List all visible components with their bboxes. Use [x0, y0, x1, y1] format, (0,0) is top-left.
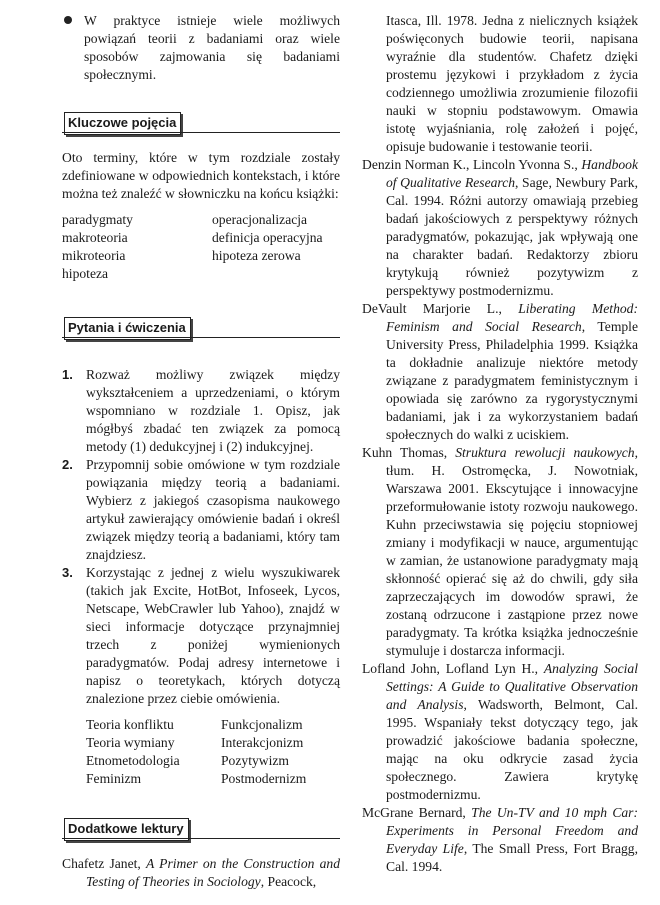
paradigm: Feminizm	[86, 771, 142, 786]
reference-entry	[362, 444, 638, 660]
term: operacjonalizacja	[212, 212, 308, 227]
reference-details: , tłum. H. Ostromęcka, J. Nowotniak, Warszawa 2001. Ekscytujące i innowacyjne przeformułowanie istoty rozwoju naukowego. Kuhn przeciwstawia się pojęciu stopniowej zmiany i modyfikacji w nauce, argumentując w zamian, że ustanowione paradygmaty mają skłonność opierać się aż do chwili, gdy siła zaprzeczających im dowodów sprawi, że zostaną odrzucone i zastąpione przez nowe paradygmaty. Ta krótka książka jednocześnie stymuluje i dostarcza informacji.	[386, 445, 638, 658]
reference-entry	[62, 855, 340, 891]
bullet-icon	[64, 16, 72, 24]
reference-title: A Primer on the Construction and Testing of Theories in Sociology	[86, 856, 340, 889]
question-item	[62, 456, 340, 564]
term: hipoteza zerowa	[212, 248, 301, 263]
term: definicja operacyjna	[212, 230, 323, 245]
reference-entry	[362, 156, 638, 300]
question-number: 3.	[62, 565, 73, 580]
question-number: 2.	[62, 457, 73, 472]
bullet-text: W praktyce istnieje wiele możliwych powiązań teorii z badaniami oraz wiele sposobów zajmowania się badaniami społecznymi.	[84, 13, 340, 82]
question-text: Przypomnij sobie omówione w tym rozdziale powiązania między teorią a badaniami. Wybierz z jakiegoś czasopisma naukowego artykuł zawierający omówienie badań i określ związek między teorią a badaniami, który tam znajdziesz.	[86, 457, 340, 562]
paradigm: Interakcjonizm	[221, 735, 304, 750]
reference-details: Itasca, Ill. 1978. Jedna z nielicznych książek poświęconych budowie teorii, napisana wyraźnie dla studentów. Chafetz dzięki prostemu językowi i przykładom z życia codziennego umożliwia zrozumienie filozofii nauki w stopniu podstawowym. Omawia istotę wyjaśniania, rolę założeń i pojęć, opisuje budowanie i testowanie teorii.	[386, 13, 638, 154]
paradigm: Teoria wymiany	[86, 735, 175, 750]
section-title-key-concepts: Kluczowe pojęcia	[64, 112, 181, 135]
reference-details: , Peacock,	[260, 874, 317, 889]
right-column	[362, 12, 638, 876]
reference-details: , The Small Press, Fort Bragg, Cal. 1994.	[386, 841, 638, 874]
section-key-concepts	[62, 112, 340, 135]
key-terms-list	[62, 211, 340, 283]
term: hipoteza	[62, 266, 109, 281]
question-text: Rozważ możliwy związek między wykształceniem a uprzedzeniami, o którym wspomniano w rozdziale 1. Opisz, jak mógłbyś zbadać ten związek za pomocą metody (1) dedukcyjnej i (2) indukcyjnej.	[86, 367, 340, 454]
term: mikroteoria	[62, 248, 126, 263]
term: paradygmaty	[62, 212, 133, 227]
reference-author: Chafetz Janet,	[62, 856, 146, 871]
reference-author: Denzin Norman K., Lincoln Yvonna S.,	[362, 157, 582, 172]
term: makroteoria	[62, 230, 128, 245]
reference-title: Analyzing Social Settings: A Guide to Qualitative Observation and Analysis	[386, 661, 638, 712]
reference-author: Kuhn Thomas,	[362, 445, 456, 460]
left-column	[62, 12, 340, 891]
section-title-further-reading: Dodatkowe lektury	[64, 818, 189, 841]
paradigm: Pozytywizm	[221, 753, 289, 768]
reference-continuation	[362, 12, 638, 156]
questions-list	[62, 366, 340, 708]
section-further-reading	[62, 818, 340, 841]
reference-details: , Temple University Press, Philadelphia 1999. Książka ta dokładnie analizuje niektóre metody związane z paradygmatem feministycznym i opowiada się zarówno za rygorystycznymi badaniami, jak i za wykorzystaniem badań społecznych do walki z uciskiem.	[386, 319, 638, 442]
question-number: 1.	[62, 367, 73, 382]
summary-bullet	[62, 12, 340, 84]
paradigm: Postmodernizm	[221, 771, 307, 786]
reference-title: Handbook of Qualitative Research	[386, 157, 638, 190]
paradigm: Funkcjonalizm	[221, 717, 303, 732]
section-questions	[62, 317, 340, 340]
question-text: Korzystając z jednej z wielu wyszukiwarek (takich jak Excite, HotBot, Infoseek, Lycos, Netscape, WebCrawler lub Yahoo), znajdź w sieci informacje dotyczące przynajmniej trzech z poniżej wymienionych paradygmatów. Podaj adresy internetowe i napisz o teoretykach, których dotyczą znalezione przez ciebie omówienia.	[86, 565, 340, 706]
paradigm: Teoria konfliktu	[86, 717, 174, 732]
question-item	[62, 564, 340, 708]
reference-author: Lofland John, Lofland Lyn H.,	[362, 661, 544, 676]
reference-title: Liberating Method: Feminism and Social Research	[386, 301, 638, 334]
reference-author: McGrane Bernard,	[362, 805, 472, 820]
reference-title: Struktura rewolucji naukowych	[455, 445, 635, 460]
reference-author: DeVault Marjorie L.,	[362, 301, 519, 316]
section-title-questions: Pytania i ćwiczenia	[64, 317, 191, 340]
paradigm: Etnometodologia	[86, 753, 180, 768]
question-item	[62, 366, 340, 456]
reference-details: , Wadsworth, Belmont, Cal. 1995. Wspaniały tekst dotyczący tego, jak prowadzić jakościowe badania społeczne, mając na oku odkrycie zasad życia społecznego. Zawiera krytykę postmodernizmu.	[386, 697, 638, 802]
reference-entry	[362, 804, 638, 876]
paradigms-list	[86, 716, 340, 788]
key-concepts-intro: Oto terminy, które w tym rozdziale zostały zdefiniowane w odpowiednich kontekstach, i które można też znaleźć w słowniczku na końcu książki:	[62, 150, 340, 201]
reference-entry	[362, 300, 638, 444]
reference-details: , Sage, Newbury Park, Cal. 1994. Różni autorzy omawiają przebieg badań jakościowych z perspektywy różnych paradygmatów, pokazując, jak wpływają one na charakter badań. Redaktorzy zbioru krytykują również pozytywizm z perspektywy postmodernizmu.	[386, 175, 638, 298]
reference-title: The Un-TV and 10 mph Car: Experiments in Personal Freedom and Everyday Life	[386, 805, 638, 856]
reference-entry	[362, 660, 638, 804]
